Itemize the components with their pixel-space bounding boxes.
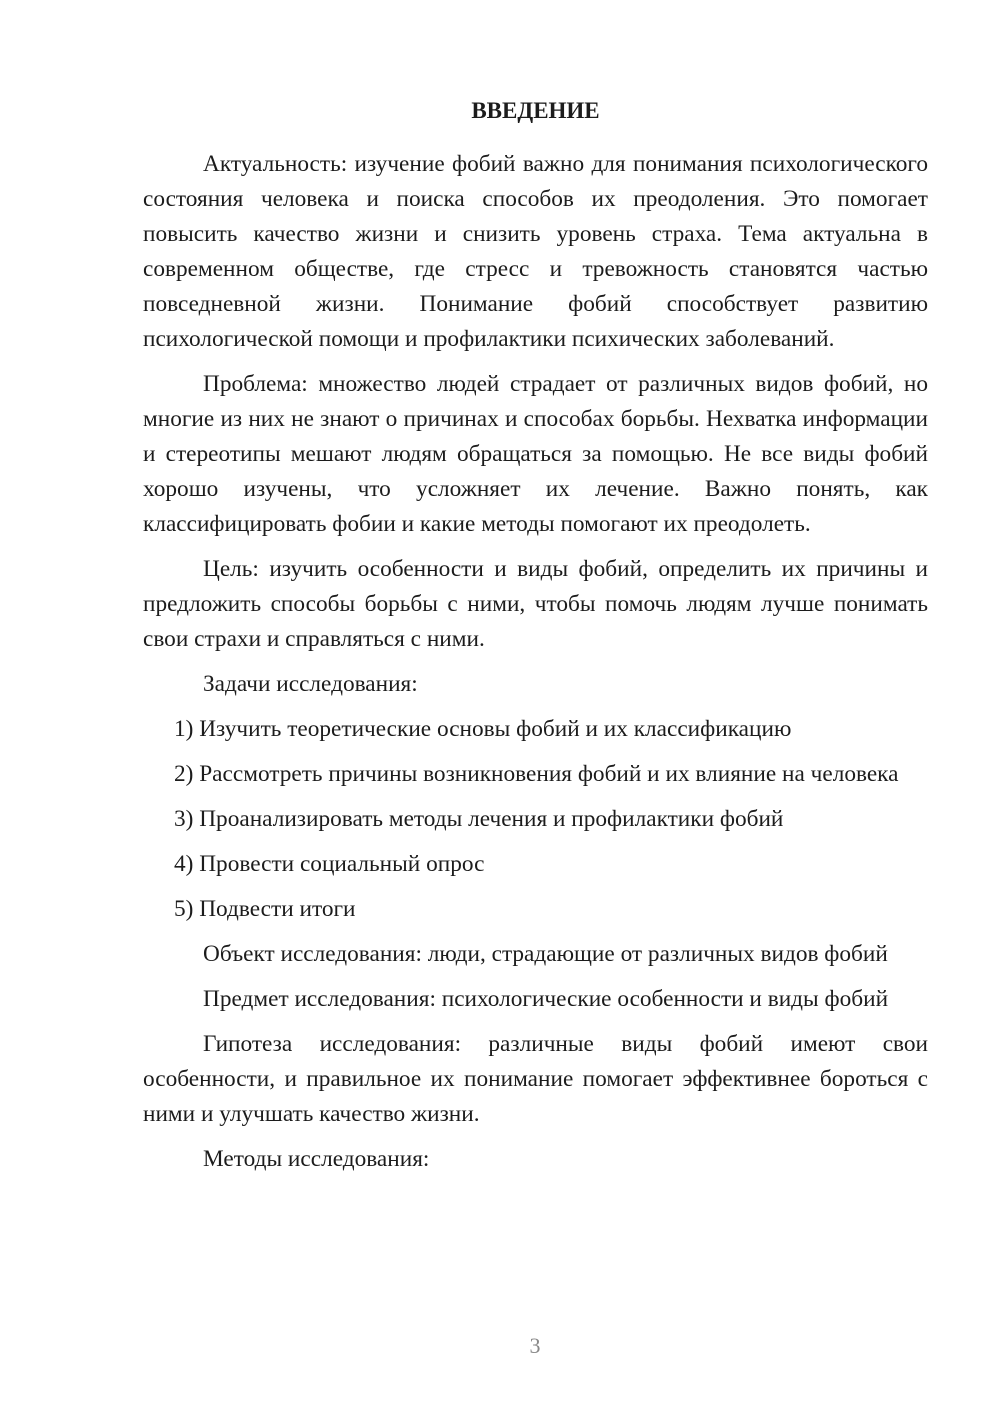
tasks-heading: Задачи исследования: [203, 671, 418, 697]
hypothesis-paragraph: Гипотеза исследования: различные виды фобий имеют свои особенности, и правильное их понимание помогает эффективнее бороться с ними и улучшать качество жизни. [143, 1031, 928, 1127]
goal-paragraph: Цель: изучить особенности и виды фобий, определить их причины и предложить способы борьбы с ними, чтобы помочь людям лучше понимать свои страхи и справляться с ними. [143, 556, 928, 652]
section-title: ВВЕДЕНИЕ [471, 98, 600, 123]
page-number: 3 [529, 1333, 541, 1358]
list-item: 2) Рассмотреть причины возникновения фобий и их влияние на человека [174, 761, 899, 787]
object-paragraph: Объект исследования: люди, страдающие от различных видов фобий [203, 941, 888, 967]
list-item: 1) Изучить теоретические основы фобий и их классификацию [174, 716, 792, 742]
methods-paragraph: Методы исследования: [203, 1146, 430, 1172]
relevance-paragraph: Актуальность: изучение фобий важно для понимания психологического состояния человека и поиска способов их преодоления. Это помогает повысить качество жизни и снизить уровень страха. Тема актуальна в современном обществе, где стресс и тревожность становятся частью повседневной жизни. Понимание фобий способствует развитию психологической помощи и профилактики психических заболеваний. [143, 151, 928, 352]
subject-paragraph: Предмет исследования: психологические особенности и виды фобий [203, 986, 889, 1012]
page-content [143, 95, 928, 1187]
problem-paragraph: Проблема: множество людей страдает от различных видов фобий, но многие из них не знают о причинах и способах борьбы. Нехватка информации и стереотипы мешают людям обращаться за помощью. Не все виды фобий хорошо изучены, что усложняет их лечение. Важно понять, как классифицировать фобии и какие методы помогают их преодолеть. [143, 371, 928, 537]
list-item: 5) Подвести итоги [174, 896, 356, 922]
list-item: 3) Проанализировать методы лечения и профилактики фобий [174, 806, 784, 832]
list-item: 4) Провести социальный опрос [174, 851, 485, 877]
